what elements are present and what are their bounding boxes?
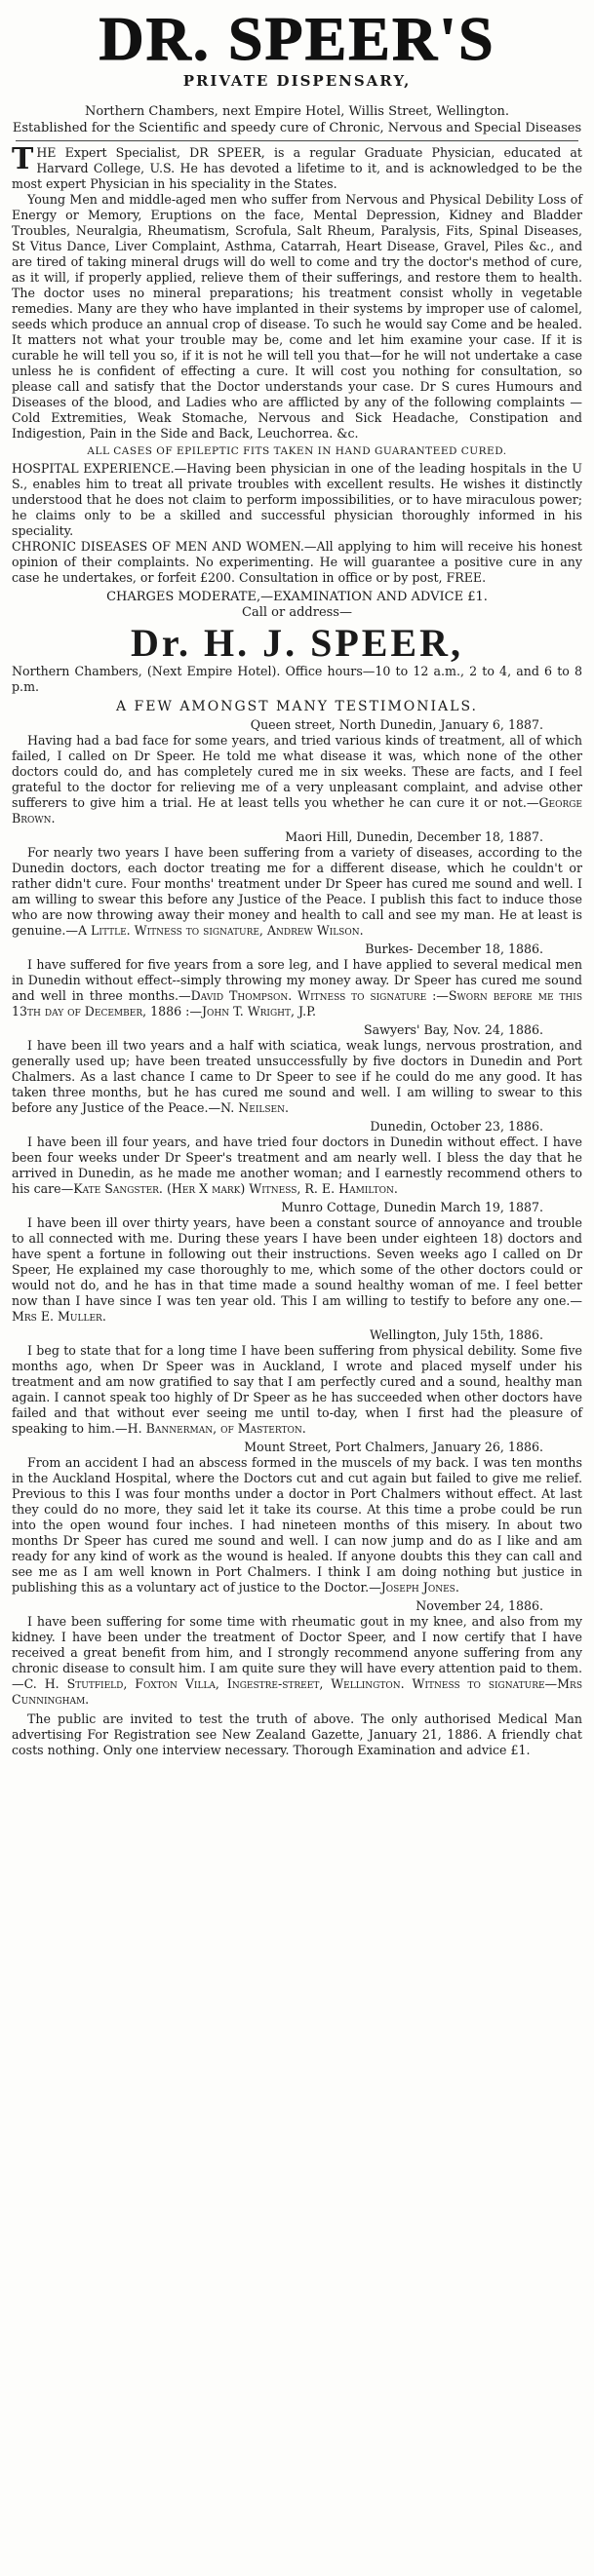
testimonial-signature: Joseph Jones. — [380, 1580, 459, 1595]
testimonial-text: I beg to state that for a long time I have been suffering from physical debility. Some five months ago, when Dr Speer was in Auckland, I wrote and placed myself under his treatment and am now gratified to say that I am perfectly cured and a sound, healthy man again. I cannot speak too highly of Dr Speer as he has succeeded when other doctors have failed and that without ever seeing me until to-day, when I first had the pleasure of speaking to him.—H. Bannerman, of Masterton. — [12, 1343, 582, 1436]
testimonial — [12, 1022, 582, 1116]
testimonial-signature: H. Bannerman, of Masterton. — [127, 1421, 306, 1436]
testimonial — [12, 829, 582, 939]
testimonial-text: From an accident I had an abscess formed in the muscels of my back. I was ten months in the Auckland Hospital, where the Doctors cut and cut again but failed to give me relief. Previous to this I was four months under a doctor in Port Chalmers without effect. At last they could do no more, they said let it take its course. At this time a probe could be run into the open wound four inches. I had nineteen months of this misery. In about two months Dr Speer has cured me sound and well. I can now jump and do as I like and am ready for any kind of work as the wound is healed. If anyone doubts this they can call and see me as I am well known in Port Chalmers. I think I am doing nothing but justice in publishing this as a voluntary act of justice to the Doctor.—Joseph Jones. — [12, 1455, 582, 1595]
charges-line: CHARGES MODERATE,—EXAMINATION AND ADVICE £1. — [106, 590, 488, 604]
testimonial-text: I have been ill over thirty years, have been a constant source of annoyance and trouble to all connected with me. During these years I have been under eighteen 18) doctors and have spent a fortune in following out their instructions. Seven weeks ago I called on Dr Speer, He explained my case thoroughly to me, which some of the other doctors could or would not do, and he has in that time made a sound healthy woman of me. I feel better now than I have since I was ten year old. This I am willing to testify to before any one.—Mrs E. Muller. — [12, 1215, 582, 1324]
testimonial-dateline: Wellington, July 15th, 1886. — [370, 1327, 543, 1342]
testimonial-signature: C. H. Stutfield, Foxton Villa, Ingestre-street, Wellington. Witness to signature—Mrs Cunningham. — [12, 1676, 582, 1707]
testimonial — [12, 1200, 582, 1325]
testimonial-signature: N. Neilsen. — [220, 1100, 290, 1115]
ad-established-line: Established for the Scientific and speedy cure of Chronic, Nervous and Special Diseases — [12, 121, 582, 135]
drop-cap: T — [12, 142, 34, 176]
testimonial — [12, 1440, 582, 1596]
testimonial-text: I have been ill four years, and have tried four doctors in Dunedin without effect. I have been four weeks under Dr Speer's treatment and am nearly well. I bless the day that he arrived in Dunedin, as he made me another woman; and I earnestly recommend others to his care—Kate Sangster. (Her X mark) Witness, R. E. Hamilton. — [12, 1134, 582, 1196]
testimonial-signature: Kate Sangster. (Her X mark) Witness, R. E. Hamilton. — [73, 1181, 398, 1196]
testimonial-dateline: Burkes- December 18, 1886. — [365, 942, 543, 956]
testimonial — [12, 942, 582, 1019]
intro-paragraph-1: THE Expert Specialist, DR SPEER, is a regular Graduate Physician, educated at Harvard College, U.S. He has devoted a lifetime to it, and is acknowledged to be the most expert Physician in his speciality in the States. — [12, 142, 582, 191]
ad-body — [12, 142, 582, 1758]
testimonial-text: I have suffered for five years from a sore leg, and I have applied to several medical men in Dunedin without effect--simply throwing my money away. Dr Speer has cured me sound and well in three months.—David Thompson. Witness to signature :—Sworn before me this 13th day of December, 1886 :—John T. Wright, J.P. — [12, 957, 582, 1019]
ad-title: DR. SPEER'S — [99, 4, 495, 73]
testimonial — [12, 1327, 582, 1437]
left-margin-gutter — [0, 0, 10, 2576]
divider — [16, 140, 578, 141]
testimonial-text: Having had a bad face for some years, and tried various kinds of treatment, all of which failed, I called on Dr Speer. He told me what disease it was, which none of the other doctors could do, and has completely cured me in six weeks. These are facts, and I feel grateful to the doctor for relieving me of a very unpleasant complaint, and advise other sufferers to give him a trial. He at least tells you whether he can cure it or not.—George Brown. — [12, 733, 582, 826]
testimonial-signature: A Little. Witness to signature, Andrew Wilson. — [77, 923, 364, 938]
testimonial-text: I have been suffering for some time with rheumatic gout in my knee, and also from my kidney. I have been under the treatment of Doctor Speer, and I now certify that I have received a great benefit from him, and I strongly recommend anyone suffering from any chronic disease to consult him. I am quite sure they will have every attention paid to them.—C. H. Stutfield, Foxton Villa, Ingestre-street, Wellington. Witness to signature—Mrs Cunningham. — [12, 1614, 582, 1707]
advertisement — [12, 4, 582, 1758]
testimonial-dateline: Mount Street, Port Chalmers, January 26, 1886. — [244, 1440, 543, 1454]
testimonial-dateline: Queen street, North Dunedin, January 6, 1887. — [250, 717, 543, 732]
testimonial-signature: Mrs E. Muller. — [12, 1309, 106, 1324]
call-or-address: Call or address— — [242, 605, 352, 620]
testimonial-signature: George Brown. — [12, 795, 582, 826]
testimonial-dateline: Sawyers' Bay, Nov. 24, 1886. — [364, 1022, 543, 1037]
testimonial-dateline: Munro Cottage, Dunedin March 19, 1887. — [281, 1200, 543, 1214]
hospital-experience: HOSPITAL EXPERIENCE.—Having been physician in one of the leading hospitals in the U S., enables him to treat all private troubles with excellent results. He wishes it distinctly understood that he does not claim to perform impossibilities, or to have miraculous power; he claims only to be a skilled and successful physician thoroughly informed in his speciality. — [12, 461, 582, 538]
testimonial-dateline: Maori Hill, Dunedin, December 18, 1887. — [285, 829, 543, 844]
testimonials-list — [12, 717, 582, 1708]
office-hours: Northern Chambers, (Next Empire Hotel). Office hours—10 to 12 a.m., 2 to 4, and 6 to 8 p.m. — [12, 664, 582, 694]
chronic-diseases: CHRONIC DISEASES OF MEN AND WOMEN.—All applying to him will receive his honest opinion of their complaints. No experimenting. He will guarantee a positive cure in any case he undertakes, or forfeit £200. Consultation in office or by post, FREE. — [12, 539, 582, 585]
doctor-name: Dr. H. J. SPEER, — [130, 621, 463, 665]
ad-address: Northern Chambers, next Empire Hotel, Willis Street, Wellington. — [84, 104, 510, 119]
ad-subtitle: PRIVATE DISPENSARY, — [182, 72, 412, 90]
testimonials-heading: A FEW AMONGST MANY TESTIMONIALS. — [115, 699, 478, 714]
testimonial-text: I have been ill two years and a half with sciatica, weak lungs, nervous prostration, and generally used up; have been treated unsuccessfully by five doctors in Dunedin and Port Chalmers. As a last chance I came to Dr Speer to see if he could do me any good. It has taken three months, but he has cured me sound and well. I am willing to swear to this before any Justice of the Peace.—N. Neilsen. — [12, 1038, 582, 1115]
testimonial — [12, 1119, 582, 1197]
testimonial-text: For nearly two years I have been suffering from a variety of diseases, according to the Dunedin doctors, each doctor treating me for a different disease, which he couldn't or rather didn't cure. Four months' treatment under Dr Speer has cured me sound and well. I am willing to swear this before any Justice of the Peace. I publish this fact to induce those who are now throwing away their money and health to call and see my man. He at least is genuine.—A Little. Witness to signature, Andrew Wilson. — [12, 845, 582, 938]
epileptic-notice: ALL CASES OF EPILEPTIC FITS TAKEN IN HAND GUARANTEED CURED. — [87, 445, 507, 457]
testimonial-signature: David Thompson. Witness to signature :—Sworn before me this 13th day of December, 1886 :—John T. Wright, J.P. — [12, 988, 582, 1019]
testimonial-dateline: Dunedin, October 23, 1886. — [370, 1119, 543, 1134]
footer-note: The public are invited to test the truth of above. The only authorised Medical Man advertising For Registration see New Zealand Gazette, January 21, 1886. A friendly chat costs nothing. Only one interview necessary. Thorough Examination and advice £1. — [12, 1711, 582, 1757]
intro-paragraph-2: Young Men and middle-aged men who suffer from Nervous and Physical Debility Loss of Energy or Memory, Eruptions on the face, Mental Depression, Kidney and Bladder Troubles, Neuralgia, Rheumatism, Scrofula, Salt Rheum, Paralysis, Fits, Spinal Diseases, St Vitus Dance, Liver Complaint, Asthma, Catarrah, Heart Disease, Gravel, Piles &c., and are tired of taking mineral drugs will do well to come and try the doctor's method of cure, as it will, if properly applied, relieve them of their sufferings, and restore them to health. The doctor uses no mineral preparations; his treatment consist wholly in vegetable remedies. Many are they who have implanted in their systems by improper use of calomel, seeds which produce an annual crop of disease. To such he would say Come and be healed. It matters not what your trouble may be, come and let him examine your case. If it is curable he will tell you so, if it is not he will tell you that—for he will not undertake a case unless he is confident of effecting a cure. It will cost you nothing for consultation, so please call and satisfy that the Doctor understands your case. Dr S cures Humours and Diseases of the blood, and Ladies who are afflicted by any of the following complaints —Cold Extremities, Weak Stomache, Nervous and Sick Headache, Constipation and Indigestion, Pain in the Side and Back, Leuchorrea. &c. — [12, 192, 582, 441]
testimonial — [12, 1598, 582, 1708]
testimonial — [12, 717, 582, 827]
testimonial-dateline: November 24, 1886. — [416, 1598, 543, 1613]
